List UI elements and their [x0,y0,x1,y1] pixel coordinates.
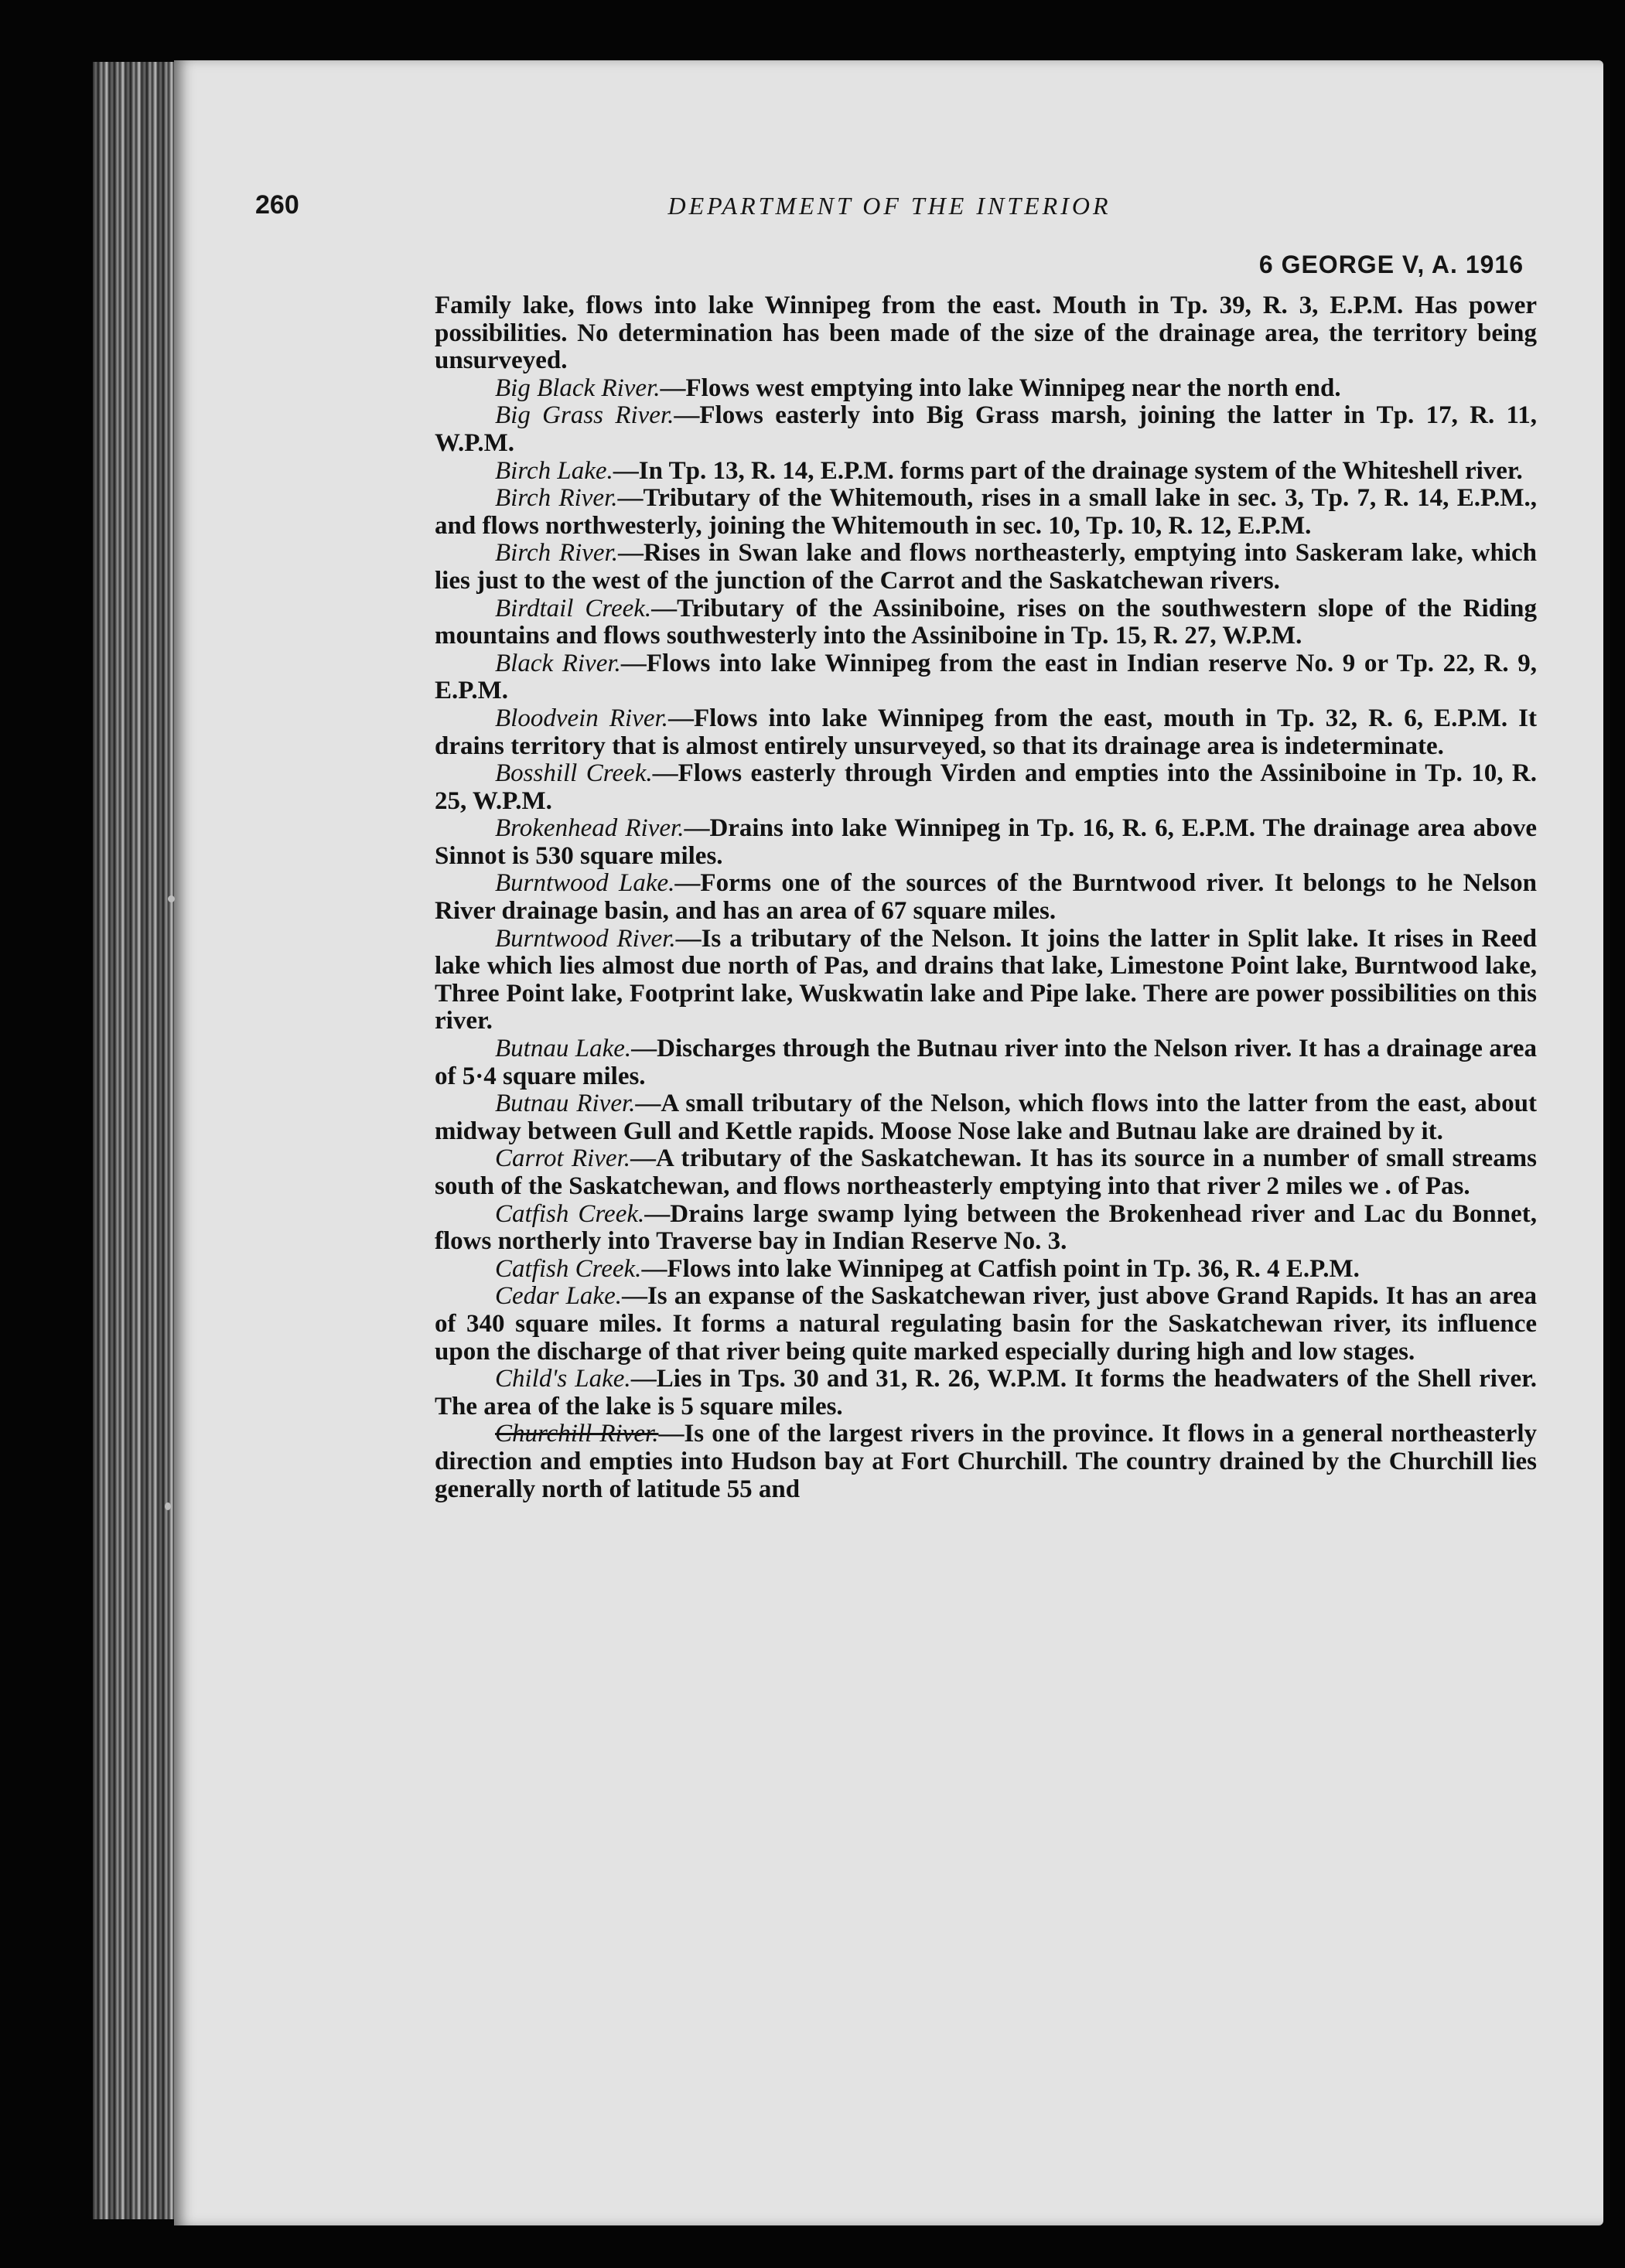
page-number: 260 [255,190,299,220]
entry-title: Butnau River. [495,1090,636,1118]
entry-title: Bloodvein River. [495,704,668,732]
paragraph-text: —Flows into lake Winnipeg from the east, mouth in Tp. 32, R. 6, E.P.M. It drains territory that is almost entirely unsurveyed, so that its drainage area is indeterminate. [435,704,1538,760]
entry-title: Birch Lake. [495,456,613,485]
entry-title: Birch River. [495,484,618,513]
paragraph-text: —Discharges through the Butnau river into the Nelson river. It has a drainage area of 5·4 square miles. [435,1035,1537,1090]
paragraph [435,458,1537,486]
paragraph-text: —Is one of the largest rivers in the province. It flows in a general northeasterly direction and empties into Hudson bay at Fort Churchill. The country drained by the Churchill lies generally north of latitude 55 and [435,1420,1537,1503]
paragraph [435,870,1537,925]
paragraph [435,485,1537,540]
paragraph [435,650,1537,705]
paragraph-text: —Forms one of the sources of the Burntwood river. It belongs to he Nelson River drainage basin, and has an area of 67 square miles. [435,869,1537,926]
paragraph-text: —Rises in Swan lake and flows northeasterly, emptying into Saskeram lake, which lies just to the west of the junction of the Carrot and the Saskatchewan rivers. [435,539,1537,595]
paragraph [435,926,1537,1035]
entry-title: Brokenhead River. [495,814,684,843]
paragraph-text: Family lake, flows into lake Winnipeg from the east. Mouth in Tp. 39, R. 3, E.P.M. Has power possibilities. No determination has been made of the size of the drainage area, the territory being unsurveyed. [435,292,1537,375]
paragraph-text: —Flows into lake Winnipeg from the east in Indian reserve No. 9 or Tp. 22, R. 9, E.P.M. [435,649,1537,705]
paragraph [435,815,1537,870]
entry-title: Burntwood River. [495,924,676,953]
paragraph [435,292,1537,375]
paragraph-text: —Drains large swamp lying between the Brokenhead river and Lac du Bonnet, flows northerly into Traverse bay in Indian Reserve No. 3. [435,1199,1538,1256]
gazetteer-text [435,292,1537,1503]
paragraph-text: —A small tributary of the Nelson, which flows into the latter from the east, about midway between Gull and Kettle rapids. Moose Nose lake and Butnau lake are drained by it. [435,1090,1537,1145]
paragraph-text: —Tributary of the Whitemouth, rises in a small lake in sec. 3, Tp. 7, R. 14, E.P.M., and flows northwesterly, joining the Whitemouth in sec. 10, Tp. 10, R. 12, E.P.M. [435,484,1537,540]
paragraph-text: —In Tp. 13, R. 14, E.P.M. forms part of the drainage system of the Whiteshell river. [613,456,1523,485]
session-line: 6 GEORGE V, A. 1916 [1258,251,1524,278]
entry-title: Big Black River. [495,373,661,402]
entry-title: Bosshill Creek. [495,759,653,788]
paragraph-text: —Flows west emptying into lake Winnipeg near the north end. [660,373,1341,402]
paragraph-text: —Tributary of the Assiniboine, rises on the southwestern slope of the Riding mountains and flows southwesterly into the Assiniboine in Tp. 15, R. 27, W.P.M. [435,594,1537,650]
scan-speck [165,1502,171,1510]
entry-title: Burntwood Lake. [495,869,675,898]
entry-title: Black River. [495,649,621,677]
entry-title: Butnau Lake. [495,1035,632,1063]
paragraph-text: —Flows easterly into Big Grass marsh, joining the latter in Tp. 17, R. 11, W.P.M. [435,401,1537,457]
paragraph [435,1201,1537,1256]
entry-title: Catfish Creek. [495,1199,645,1228]
paragraph [435,1420,1537,1503]
paragraph [435,1090,1537,1145]
entry-title: Churchill River. [495,1420,659,1448]
paragraph [435,705,1537,760]
page-header [255,190,1524,278]
book-binding-edge [93,62,178,2219]
paragraph [435,1366,1537,1420]
paragraph [435,540,1537,595]
paragraph [435,760,1537,815]
entry-title: Big Grass River. [495,401,674,430]
paragraph-text: —Is an expanse of the Saskatchewan river, just above Grand Rapids. It has an area of 340 square miles. It forms a natural regulating basin for the Saskatchewan river, its influence upon the discharge of that river being quite marked especially during high and low stages. [435,1282,1537,1366]
paragraph-text: —Flows into lake Winnipeg at Catfish point in Tp. 36, R. 4 E.P.M. [641,1254,1360,1283]
paragraph-text: —Flows easterly through Virden and empties into the Assiniboine in Tp. 10, R. 25, W.P.M. [435,759,1537,815]
running-head: DEPARTMENT OF THE INTERIOR [667,192,1111,220]
paragraph [435,375,1537,403]
paragraph [435,595,1537,650]
entry-title: Child's Lake. [495,1365,631,1393]
paragraph-text: —Is a tributary of the Nelson. It joins the latter in Split lake. It rises in Reed lake which lies almost due north of Pas, and drains that lake, Limestone Point lake, Burntwood lake, Three Point lake, Footprint lake, Wuskwatin lake and Pipe lake. There are power possibilities on this river. [435,924,1538,1035]
paragraph [435,402,1537,457]
paragraph-text: —Drains into lake Winnipeg in Tp. 16, R. 6, E.P.M. The drainage area above Sinnot is 530 square miles. [435,814,1537,870]
paragraph [435,1283,1537,1366]
entry-title: Cedar Lake. [495,1282,622,1311]
entry-title: Birdtail Creek. [495,594,652,622]
paragraph [435,1035,1537,1090]
paragraph-text: —Lies in Tps. 30 and 31, R. 26, W.P.M. It forms the headwaters of the Shell river. The area of the lake is 5 square miles. [435,1365,1537,1420]
entry-title: Catfish Creek. [495,1254,642,1283]
entry-title: Birch River. [495,539,618,568]
paragraph [435,1145,1537,1200]
entry-title: Carrot River. [495,1144,631,1173]
paragraph [435,1256,1537,1284]
scan-speck [168,895,175,902]
paragraph-text: —A tributary of the Saskatchewan. It has its source in a number of small streams south of the Saskatchewan, and flows northeasterly emptying into that river 2 miles we . of Pas. [435,1144,1537,1200]
